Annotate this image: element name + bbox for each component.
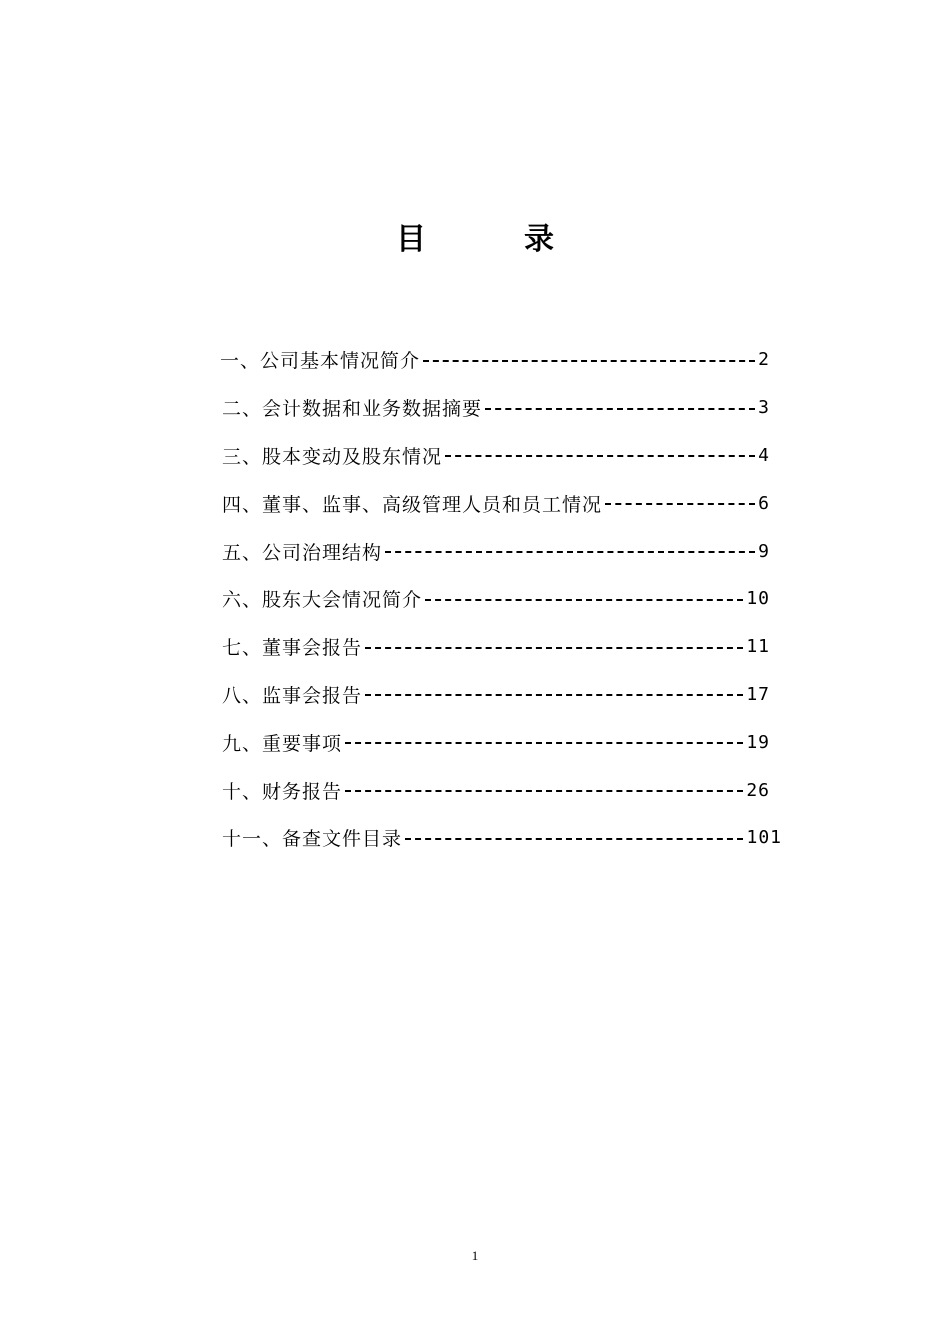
toc-leader: [405, 838, 743, 840]
toc-entry[interactable]: [222, 718, 782, 766]
toc-entry-label: 十一、备查文件目录: [222, 828, 403, 851]
toc-entry-page: 9: [758, 540, 770, 562]
toc-entry[interactable]: [220, 336, 782, 384]
toc-entry[interactable]: [222, 432, 782, 480]
toc-leader: [365, 694, 743, 696]
toc-entry-label: 七、董事会报告: [222, 637, 363, 660]
toc-entry-page: 26: [746, 779, 770, 801]
toc-leader: [425, 599, 743, 601]
toc-entry-page: 10: [746, 588, 770, 610]
toc-entry-page: 11: [746, 636, 770, 658]
toc-leader: [345, 790, 743, 792]
page-title: 目 录: [396, 222, 588, 257]
toc-entry[interactable]: [222, 479, 782, 527]
toc-leader: [445, 455, 755, 457]
toc-entry-label: 三、股本变动及股东情况: [222, 445, 443, 468]
toc-entry-label: 一、公司基本情况简介: [220, 350, 421, 373]
toc-leader: [385, 551, 755, 553]
toc-entry-label: 九、重要事项: [222, 732, 343, 755]
toc-entry-label: 五、公司治理结构: [222, 541, 383, 564]
toc-leader: [365, 647, 743, 649]
toc-entry[interactable]: [222, 575, 782, 623]
toc-entry-page: 101: [746, 827, 782, 849]
toc-entry[interactable]: [222, 766, 782, 814]
toc-entry[interactable]: [222, 384, 782, 432]
toc-entry-page: 19: [746, 731, 770, 753]
toc-entry-label: 二、会计数据和业务数据摘要: [222, 398, 483, 421]
toc-entry[interactable]: [222, 671, 782, 719]
page-number: 1: [471, 1248, 479, 1263]
toc-entry-page: 17: [746, 683, 770, 705]
toc-leader: [345, 742, 743, 744]
toc-entry-label: 六、股东大会情况简介: [222, 589, 423, 612]
toc-entry-page: 6: [758, 492, 770, 514]
toc-leader: [485, 408, 755, 410]
table-of-contents: [222, 336, 782, 862]
toc-entry[interactable]: [222, 814, 782, 862]
toc-leader: [423, 360, 755, 362]
toc-entry-label: 八、监事会报告: [222, 684, 363, 707]
toc-entry-page: 3: [758, 397, 770, 419]
toc-entry-label: 十、财务报告: [222, 780, 343, 803]
toc-entry-page: 2: [758, 349, 770, 371]
toc-entry-label: 四、董事、监事、高级管理人员和员工情况: [222, 493, 603, 516]
toc-leader: [605, 503, 755, 505]
toc-entry[interactable]: [222, 623, 782, 671]
toc-entry-page: 4: [758, 444, 770, 466]
toc-entry[interactable]: [222, 527, 782, 575]
